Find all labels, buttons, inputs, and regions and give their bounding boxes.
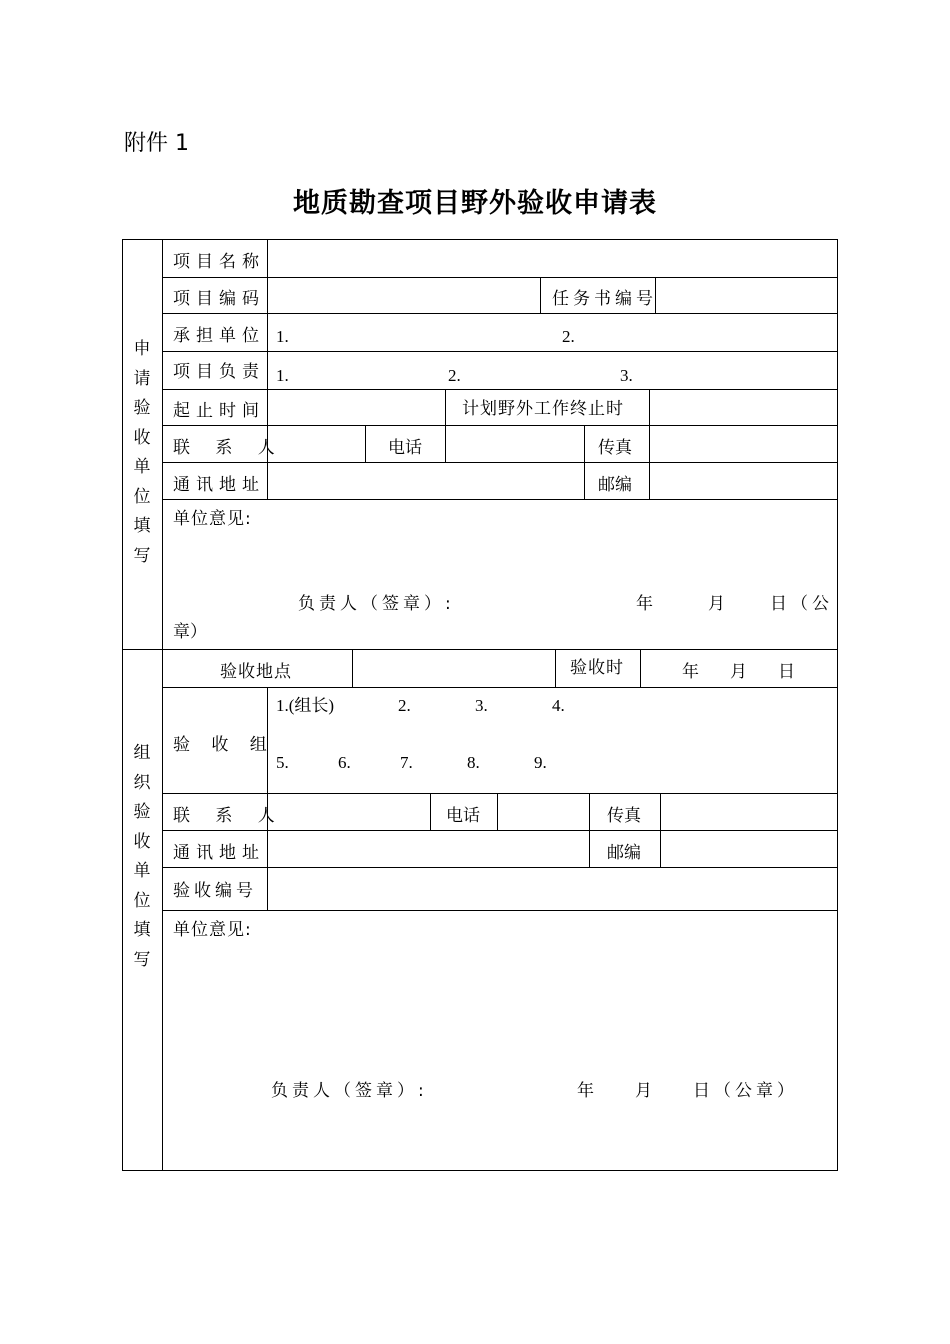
member-4: 4.: [552, 696, 565, 715]
member-2: 2.: [398, 696, 411, 715]
org-sig-day: 日（公章）: [693, 1081, 798, 1101]
row-line: [162, 313, 838, 314]
undertaking-unit-label: 承担单位: [173, 326, 265, 346]
address-label: 通讯地址: [173, 475, 265, 495]
border-left: [122, 239, 123, 1171]
applicant-opinion-label: 单位意见:: [173, 509, 252, 529]
border-bottom: [122, 1170, 838, 1171]
project-code-label: 项目编码: [173, 289, 265, 309]
row-line: [162, 425, 838, 426]
annex-label: 附件 1: [124, 131, 189, 156]
border-right: [837, 239, 838, 1171]
row-line: [162, 499, 838, 500]
row-line: [162, 793, 838, 794]
member-8: 8.: [467, 753, 480, 772]
contact-label: 联 系 人: [173, 438, 285, 458]
col-line: [365, 425, 366, 462]
member-1: 1.(组长): [276, 696, 335, 715]
member-6: 6.: [338, 753, 351, 772]
project-leader-label: 项目负责: [173, 362, 265, 382]
row-line: [162, 830, 838, 831]
accept-date-month: 月: [730, 662, 747, 682]
member-7: 7.: [400, 753, 413, 772]
applicant-date-month: 月: [708, 594, 725, 614]
col-line: [497, 793, 498, 830]
org-address-label: 通讯地址: [173, 843, 265, 863]
col-line: [584, 425, 585, 499]
col-line: [267, 239, 268, 499]
org-signature: 负责人（签章）:: [271, 1081, 428, 1101]
row-line: [162, 462, 838, 463]
member-3: 3.: [475, 696, 488, 715]
row-line: [162, 867, 838, 868]
row-line: [162, 910, 838, 911]
project-name-label: 项目名称: [173, 252, 265, 272]
section-boundary: [122, 649, 838, 650]
leader-2: 2.: [448, 366, 461, 385]
application-form: [122, 239, 838, 1171]
row-line: [162, 687, 838, 688]
col-line: [430, 793, 431, 830]
border-top: [122, 239, 838, 240]
row-line: [162, 389, 838, 390]
org-phone-label: 电话: [446, 806, 480, 826]
org-opinion-label: 单位意见:: [173, 920, 252, 940]
col-line: [445, 389, 446, 462]
org-fax-label: 传真: [607, 806, 641, 826]
org-contact-label: 联 系 人: [173, 806, 285, 826]
applicant-section-label: 申 请 验 收 单 位 填 写: [133, 339, 151, 566]
accept-date-year: 年: [682, 662, 699, 682]
organizer-section-label: 组 织 验 收 单 位 填 写: [133, 743, 151, 970]
leader-1: 1.: [276, 366, 289, 385]
col-line: [640, 649, 641, 687]
leader-3: 3.: [620, 366, 633, 385]
col-line: [267, 687, 268, 910]
fax-label: 传真: [598, 438, 632, 458]
col-line: [589, 793, 590, 867]
location-label: 验收地点: [220, 662, 292, 682]
col-line: [555, 649, 556, 687]
col-line: [660, 793, 661, 867]
applicant-signature: 负责人（签章）:: [298, 594, 455, 614]
accept-time-label: 验收时: [570, 658, 624, 678]
org-postcode-label: 邮编: [607, 843, 641, 863]
col-line: [352, 649, 353, 687]
section-divider: [162, 239, 163, 1171]
org-sig-month: 月: [635, 1081, 652, 1101]
col-line: [540, 277, 541, 313]
start-end-time-label: 起止时间: [173, 401, 265, 421]
postcode-label: 邮编: [598, 475, 632, 495]
group-label: 验 收 组: [173, 735, 275, 755]
undertaking-2: 2.: [562, 327, 575, 346]
accept-date-day: 日: [778, 662, 795, 682]
planned-end-label: 计划野外工作终止时: [462, 399, 624, 419]
applicant-date-tail: 章）: [173, 622, 207, 642]
undertaking-1: 1.: [276, 327, 289, 346]
member-5: 5.: [276, 753, 289, 772]
form-title: 地质勘查项目野外验收申请表: [293, 188, 657, 219]
applicant-date-day: 日（公: [770, 594, 833, 614]
row-line: [162, 351, 838, 352]
accept-no-label: 验收编号: [173, 881, 257, 901]
org-sig-year: 年: [577, 1081, 594, 1101]
phone-label: 电话: [388, 438, 422, 458]
task-book-label: 任务书编号: [552, 289, 657, 309]
row-line: [162, 277, 838, 278]
col-line: [649, 389, 650, 425]
applicant-date-year: 年: [636, 594, 653, 614]
col-line: [649, 425, 650, 499]
member-9: 9.: [534, 753, 547, 772]
